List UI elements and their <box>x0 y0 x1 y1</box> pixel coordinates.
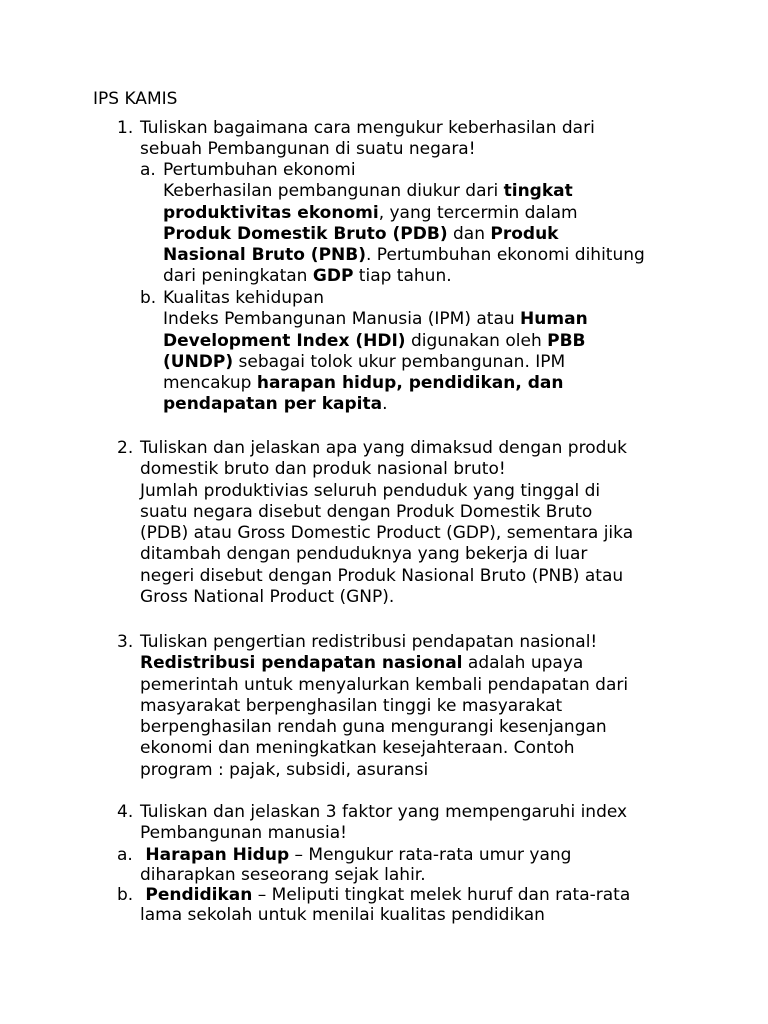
q4b-answer <box>140 885 630 925</box>
q2-body <box>140 438 633 608</box>
q2-line-4: suatu negara disebut dengan Produk Domestik Bruto <box>140 501 593 522</box>
q4-question <box>140 802 627 845</box>
q2-line-6: ditambah dengan penduduknya yang bekerja di luar <box>140 544 588 565</box>
q2-number: 2. <box>117 438 134 458</box>
q4a-line-2: diharapkan seseorang sejak lahir. <box>140 865 426 885</box>
q1b-line-3: (UNDP) sebagai tolok ukur pembangunan. IPM <box>163 351 566 372</box>
q3-line-2: pemerintah untuk menyalurkan kembali pendapatan dari <box>140 674 629 695</box>
q1a-answer <box>163 160 645 288</box>
q3-question: Tuliskan pengertian redistribusi pendapatan nasional! <box>140 632 598 652</box>
q4b-line-2: lama sekolah untuk menilai kualitas pendidikan <box>140 905 545 925</box>
q2-line-2: domestik bruto dan produk nasional bruto! <box>140 459 506 480</box>
q4b-line-1: Pendidikan – Meliputi tingkat melek huruf dan rata-rata <box>145 885 631 905</box>
q1a-heading: Pertumbuhan ekonomi <box>163 160 356 180</box>
q1-question <box>140 118 595 161</box>
q1-question-line-2: sebuah Pembangunan di suatu negara! <box>140 139 476 160</box>
q1a-marker: a. <box>140 160 156 180</box>
q2-line-8: Gross National Product (GNP). <box>140 587 395 608</box>
q3-line-3: masyarakat berpenghasilan tinggi ke masyarakat <box>140 695 563 716</box>
q3-line-5: ekonomi dan meningkatkan kesejahteraan. Contoh <box>140 738 575 759</box>
document-title: IPS KAMIS <box>93 89 178 109</box>
q1a-line-1: Keberhasilan pembangunan diukur dari tingkat <box>163 181 573 202</box>
q4b-marker: b. <box>117 885 134 905</box>
q2-line-5: (PDB) atau Gross Domestic Product (GDP), sementara jika <box>140 523 634 544</box>
q1a-line-4: Nasional Bruto (PNB). Pertumbuhan ekonomi dihitung <box>163 245 645 266</box>
q4a-marker: a. <box>117 845 133 865</box>
q3-number: 3. <box>117 632 134 652</box>
q4-question-line-2: Pembangunan manusia! <box>140 823 347 844</box>
q1a-line-3: Produk Domestik Bruto (PDB) dan Produk <box>163 223 559 244</box>
q4-question-line-1: Tuliskan dan jelaskan 3 faktor yang mempengaruhi index <box>140 802 628 822</box>
q1b-line-2: Development Index (HDI) digunakan oleh PBB <box>163 330 586 351</box>
q3-line-4: berpenghasilan rendah guna mengurangi kesenjangan <box>140 717 607 738</box>
q1a-line-2: produktivitas ekonomi, yang tercermin dalam <box>163 202 578 223</box>
q1-question-line-1: Tuliskan bagaimana cara mengukur keberhasilan dari <box>140 118 595 138</box>
q2-line-3: Jumlah produktivias seluruh penduduk yang tinggal di <box>140 480 601 501</box>
q1b-marker: b. <box>140 288 157 308</box>
q2-line-7: negeri disebut dengan Produk Nasional Bruto (PNB) atau <box>140 565 624 586</box>
q1-number: 1. <box>117 118 134 138</box>
q1b-heading: Kualitas kehidupan <box>163 288 325 308</box>
q4a-answer <box>140 845 571 885</box>
q3-body <box>140 632 628 781</box>
q1b-line-5: pendapatan per kapita. <box>163 394 388 415</box>
q2-line-1: Tuliskan dan jelaskan apa yang dimaksud dengan produk <box>140 438 627 458</box>
q1b-line-1: Indeks Pembangunan Manusia (IPM) atau Human <box>163 309 588 330</box>
q4a-line-1: Harapan Hidup – Mengukur rata-rata umur yang <box>145 845 572 865</box>
q1b-answer <box>163 288 588 416</box>
q4-number: 4. <box>117 802 134 822</box>
q3-line-1: Redistribusi pendapatan nasional adalah upaya <box>140 653 584 674</box>
q1b-line-4: mencakup harapan hidup, pendidikan, dan <box>163 373 564 394</box>
q3-line-6: program : pajak, subsidi, asuransi <box>140 759 429 780</box>
q1a-line-5: dari peningkatan GDP tiap tahun. <box>163 266 452 287</box>
